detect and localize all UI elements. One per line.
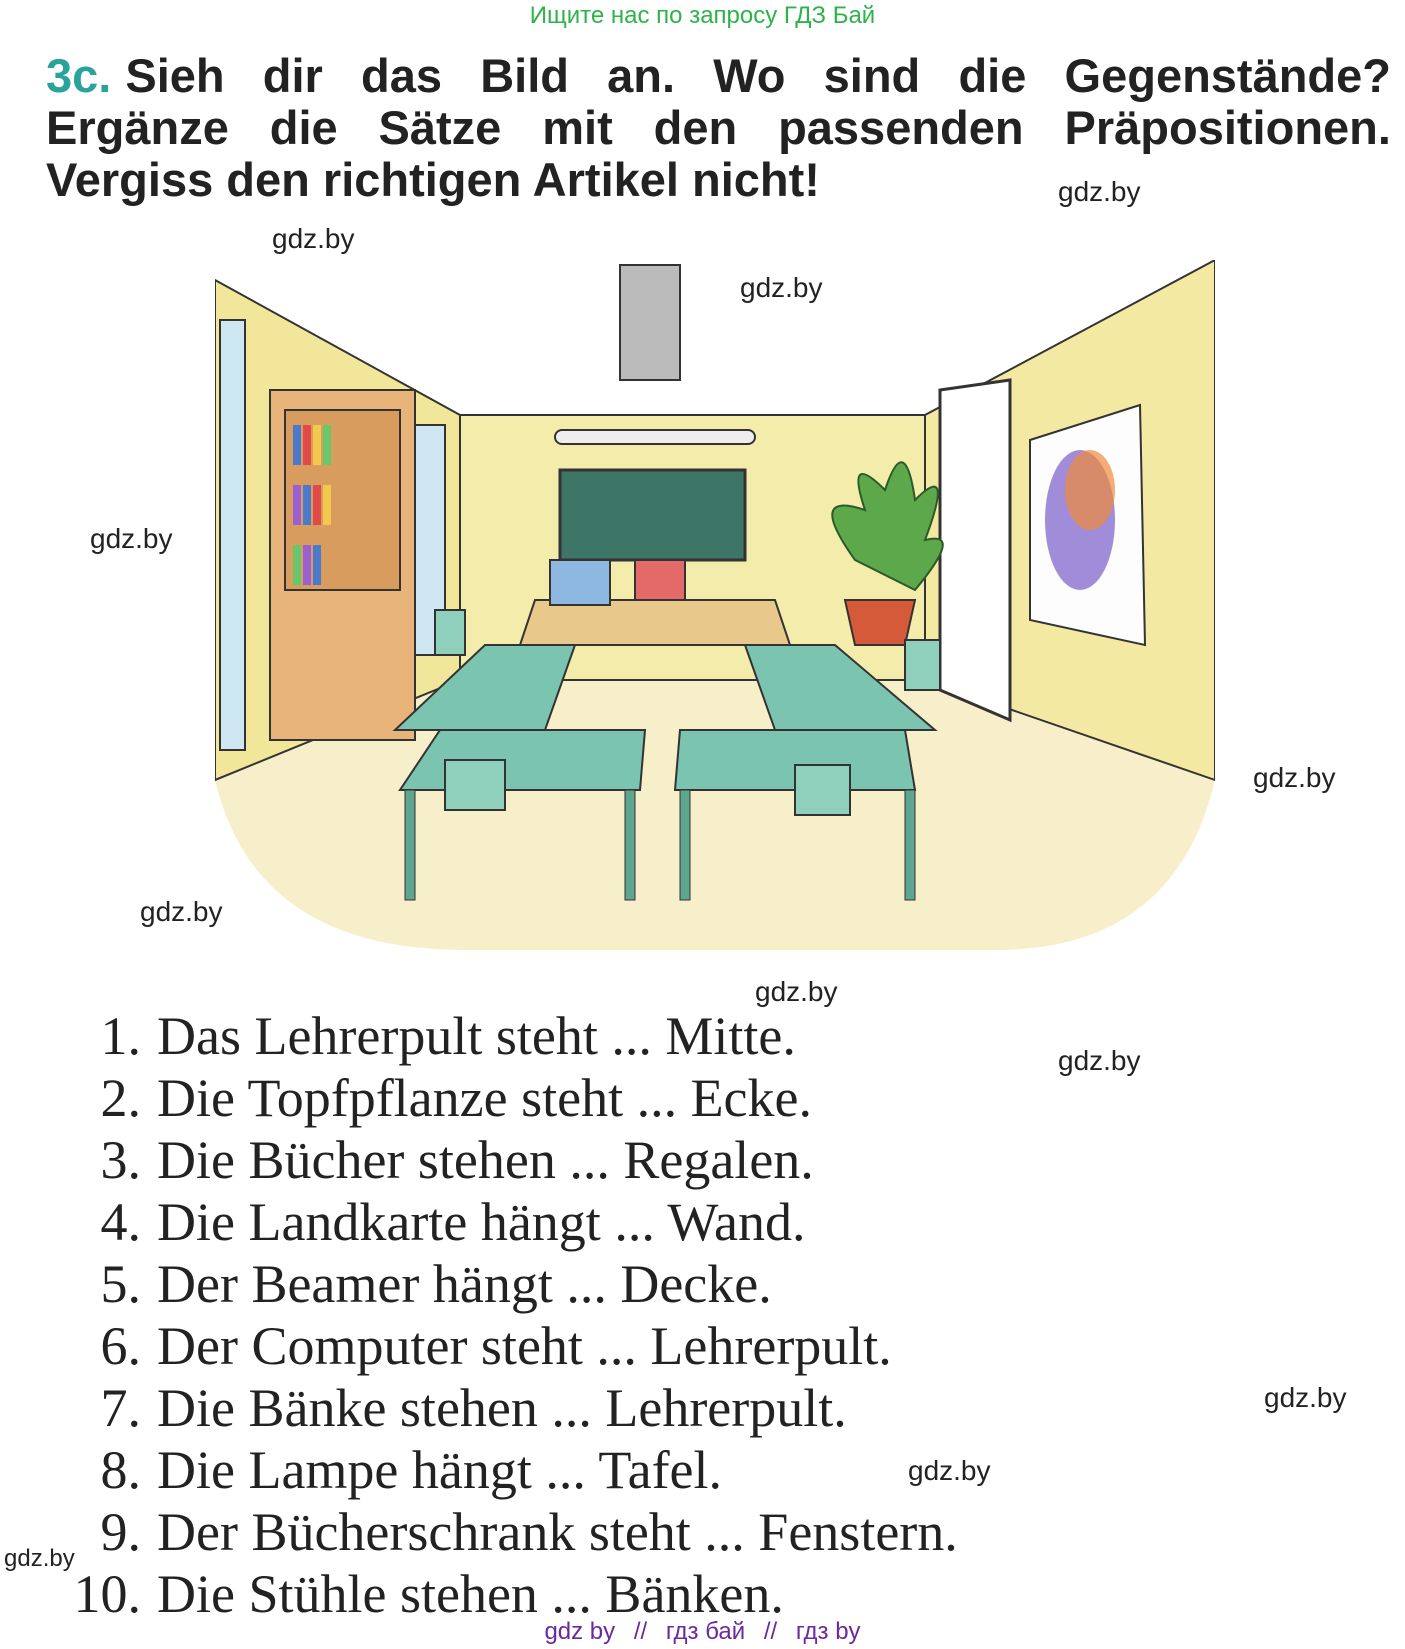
- sentence-text: Die Topfpflanze steht ... Ecke.: [157, 1068, 812, 1128]
- book: [313, 545, 321, 585]
- teacher-chair: [635, 560, 685, 600]
- classroom-illustration: [215, 260, 1215, 960]
- sentence-item: [45, 1315, 958, 1377]
- task-heading-line-1: [46, 50, 1391, 102]
- top-banner: Ищите нас по запросу ГДЗ Бай: [529, 2, 876, 29]
- plant-pot: [845, 600, 915, 645]
- book: [293, 425, 301, 465]
- heading-word: das: [361, 49, 443, 102]
- sentence-item: [45, 1005, 958, 1067]
- book: [293, 545, 301, 585]
- teacher-desk: [520, 600, 790, 645]
- watermark: gdz.by: [908, 1455, 991, 1486]
- task-number: 3c.: [46, 49, 112, 102]
- student-desk: [400, 730, 645, 790]
- task-heading: [46, 50, 1391, 206]
- heading-word: passenden: [778, 101, 1024, 154]
- heading-word: dir: [262, 49, 323, 102]
- sentence-number: 2.: [100, 1068, 141, 1128]
- sentence-text: Das Lehrerpult steht ... Mitte.: [157, 1006, 796, 1066]
- heading-word: die: [269, 101, 338, 154]
- book: [313, 425, 321, 465]
- sentence-item: [45, 1501, 958, 1563]
- watermark: gdz.by: [1058, 1045, 1141, 1076]
- footer-separator: //: [633, 1618, 648, 1645]
- sentence-number: 5.: [100, 1254, 141, 1314]
- watermark: gdz.by: [1058, 176, 1141, 207]
- sentence-number: 4.: [100, 1192, 141, 1252]
- watermark: gdz.by: [755, 976, 838, 1007]
- sentence-number: 9.: [100, 1502, 141, 1562]
- sentence-item: [45, 1563, 958, 1625]
- sentence-text: Die Bänke stehen ... Lehrerpult.: [157, 1378, 847, 1438]
- heading-word: Wo: [713, 49, 786, 102]
- watermark: gdz.by: [1264, 1382, 1347, 1413]
- student-chair: [435, 610, 465, 655]
- sentence-text: Die Bücher stehen ... Regalen.: [157, 1130, 814, 1190]
- sentence-text: Der Computer steht ... Lehrerpult.: [157, 1316, 892, 1376]
- bookshelf-shelves: [285, 410, 400, 590]
- watermark: gdz.by: [1253, 762, 1336, 793]
- sentence-item: [45, 1253, 958, 1315]
- task-heading-line-2: [46, 102, 1391, 154]
- sentence-text: Der Beamer hängt ... Decke.: [157, 1254, 772, 1314]
- student-chair: [905, 640, 940, 690]
- book: [323, 425, 331, 465]
- blackboard: [560, 470, 745, 560]
- projector: [620, 265, 680, 380]
- heading-word: die: [958, 49, 1027, 102]
- sentence-text: Der Bücherschrank steht ... Fenstern.: [157, 1502, 958, 1562]
- computer-monitor: [550, 560, 610, 605]
- heading-word: Ergänze: [46, 101, 229, 154]
- footer-link[interactable]: гдз by: [795, 1618, 861, 1645]
- footer-separator: //: [763, 1618, 778, 1645]
- heading-word: Sieh: [125, 49, 225, 102]
- sentence-list: [45, 1005, 958, 1625]
- watermark: gdz.by: [272, 223, 355, 254]
- sentence-number: 1.: [100, 1006, 141, 1066]
- desk-leg: [405, 790, 415, 900]
- lamp: [555, 430, 755, 444]
- sentence-item: [45, 1191, 958, 1253]
- sentence-text: Die Stühle stehen ... Bänken.: [157, 1564, 784, 1624]
- footer-link[interactable]: гдз бай: [665, 1618, 746, 1645]
- book: [323, 485, 331, 525]
- sentence-item: [45, 1439, 958, 1501]
- heading-word: Gegenstände?: [1064, 49, 1391, 102]
- student-chair: [445, 760, 505, 810]
- heading-word: sind: [823, 49, 921, 102]
- sentence-number: 3.: [100, 1130, 141, 1190]
- footer-link[interactable]: gdz by: [544, 1618, 616, 1645]
- book: [303, 545, 311, 585]
- book: [303, 425, 311, 465]
- map-regions: [1065, 450, 1115, 530]
- sentence-number: 7.: [100, 1378, 141, 1438]
- desk-leg: [905, 790, 915, 900]
- sentence-item: [45, 1129, 958, 1191]
- window: [220, 320, 245, 750]
- footer-links: [0, 1618, 1405, 1646]
- sentence-number: 6.: [100, 1316, 141, 1376]
- desk-leg: [625, 790, 635, 900]
- heading-line-3-text: Vergiss den richtigen Artikel nicht!: [46, 153, 820, 206]
- book: [303, 485, 311, 525]
- door: [940, 380, 1010, 720]
- task-heading-line-3: [46, 154, 1391, 206]
- book: [313, 485, 321, 525]
- desk-leg: [680, 790, 690, 900]
- heading-word: den: [653, 101, 738, 154]
- watermark: gdz.by: [140, 896, 223, 927]
- heading-word: mit: [542, 101, 613, 154]
- sentence-text: Die Lampe hängt ... Tafel.: [157, 1440, 723, 1500]
- watermark: gdz.by: [90, 523, 173, 554]
- sentence-text: Die Landkarte hängt ... Wand.: [157, 1192, 806, 1252]
- heading-word: Bild: [480, 49, 569, 102]
- sentence-item: [45, 1377, 958, 1439]
- heading-word: Sätze: [378, 101, 502, 154]
- watermark: gdz.by: [740, 272, 823, 303]
- heading-word: an.: [607, 49, 676, 102]
- sentence-item: [45, 1067, 958, 1129]
- watermark: gdz.by: [4, 1545, 75, 1572]
- heading-word: Präpositionen.: [1064, 101, 1391, 154]
- sentence-number: 8.: [100, 1440, 141, 1500]
- sentence-number: 10.: [73, 1564, 141, 1624]
- student-chair: [795, 765, 850, 815]
- book: [293, 485, 301, 525]
